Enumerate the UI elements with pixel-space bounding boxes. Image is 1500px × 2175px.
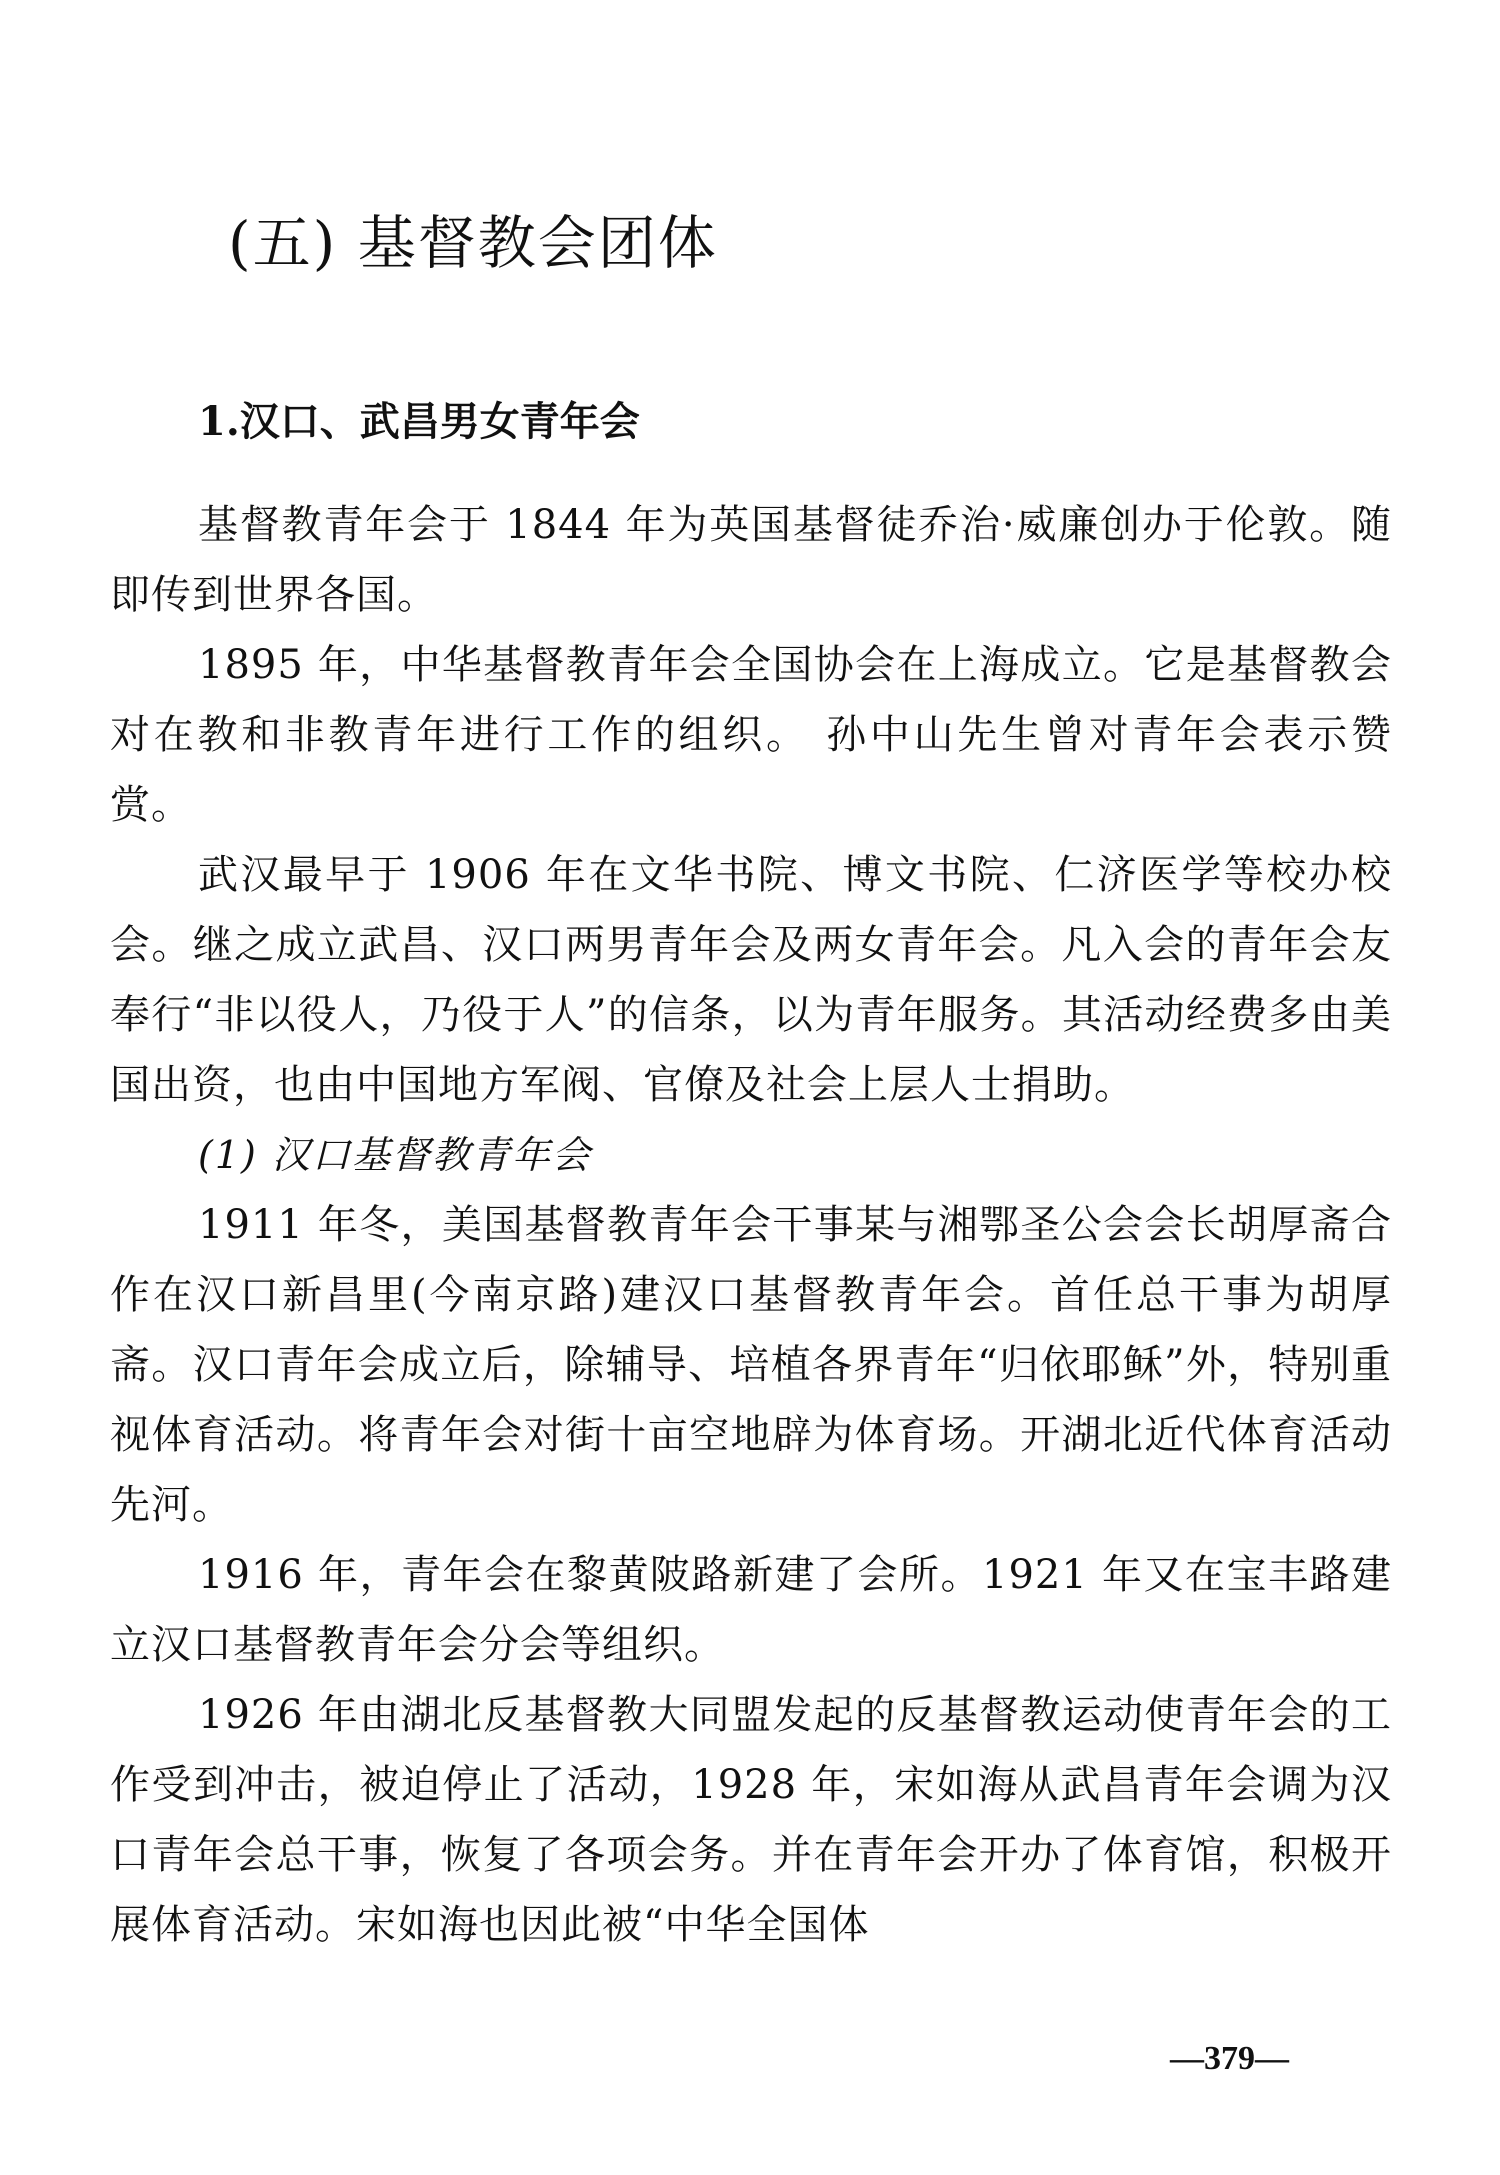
section-title: 1.汉口、武昌男女青年会 [198,398,640,445]
page-number: —379— [1170,2040,1289,2077]
paragraph-2: 1895 年，中华基督教青年会全国协会在上海成立。它是基督教会对在教和非教青年进行工作的组织。 孙中山先生曾对青年会表示赞赏。 [110,642,1392,828]
paragraph-1: 基督教青年会于 1844 年为英国基督徒乔治·威廉创办于伦敦。随即传到世界各国。 [110,502,1392,618]
paragraph-3: 武汉最早于 1906 年在文华书院、博文书院、仁济医学等校办校会。继之成立武昌、汉口两男青年会及两女青年会。凡入会的青年会友奉行“非以役人，乃役于人”的信条，以为青年服务。其活动经费多由美国出资，也由中国地方军阀、官僚及社会上层人士捐助。 [110,852,1392,1108]
body-text [110,490,1392,1960]
paragraph-6: 1926 年由湖北反基督教大同盟发起的反基督教运动使青年会的工作受到冲击，被迫停止了活动，1928 年，宋如海从武昌青年会调为汉口青年会总干事，恢复了各项会务。并在青年会开办了体育馆，积极开展体育活动。宋如海也因此被“中华全国体 [110,1692,1392,1948]
subheading-hankou-ymca: (1) 汉口基督教青年会 [198,1133,592,1177]
paragraph-5: 1916 年，青年会在黎黄陂路新建了会所。1921 年又在宝丰路建立汉口基督教青年会分会等组织。 [110,1552,1392,1668]
paragraph-4: 1911 年冬，美国基督教青年会干事某与湘鄂圣公会会长胡厚斋合作在汉口新昌里(今南京路)建汉口基督教青年会。首任总干事为胡厚斋。汉口青年会成立后，除辅导、培植各界青年“归依耶稣”外，特别重视体育活动。将青年会对街十亩空地辟为体育场。开湖北近代体育活动先河。 [110,1202,1392,1528]
chapter-title: (五) 基督教会团体 [228,209,718,277]
